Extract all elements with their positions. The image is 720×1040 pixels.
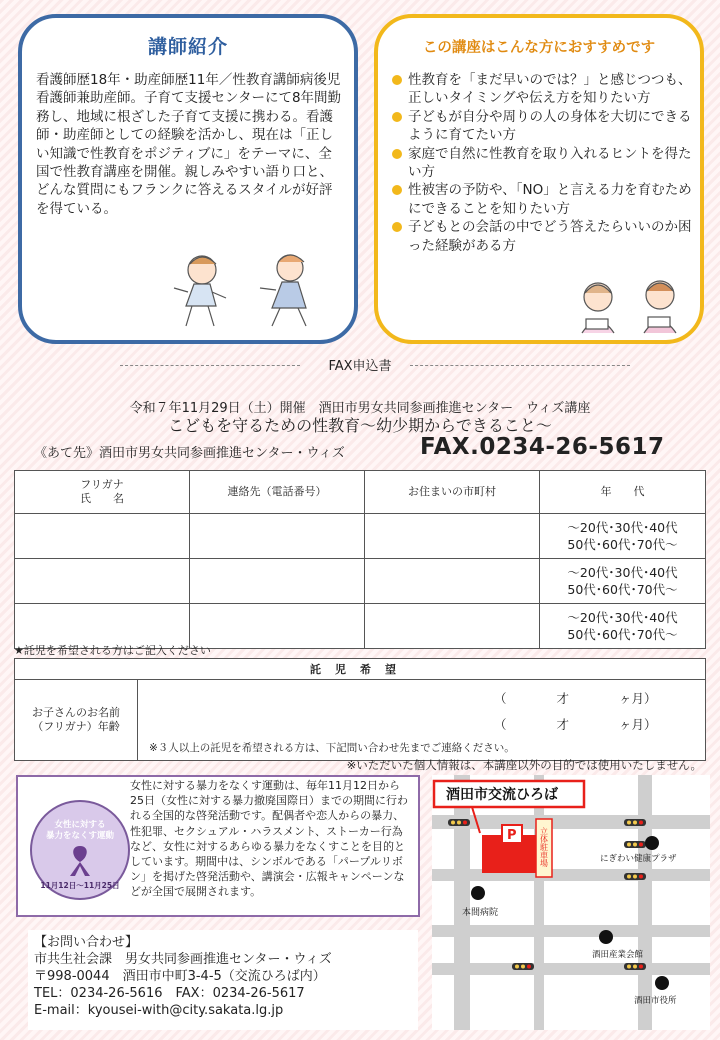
- age-choice[interactable]: ～20代･30代･40代 50代･60代･70代～: [540, 514, 706, 559]
- landmark-marker: [655, 976, 669, 990]
- landmark-marker: [471, 886, 485, 900]
- name-field[interactable]: [15, 514, 190, 559]
- table-row: [15, 514, 706, 559]
- child-entry-field[interactable]: [138, 680, 706, 761]
- ribbon-logo-text: 暴力をなくす運動: [45, 831, 114, 841]
- instructor-title: 講師紹介: [147, 36, 228, 58]
- childcare-heading: 託児希望: [15, 659, 706, 680]
- phone-field[interactable]: [190, 604, 365, 649]
- column-header-name: フリガナ 氏 名: [15, 471, 190, 514]
- event-date-line: 令和７年11月29日（土）開催 酒田市男女共同参画推進センター ウィズ講座: [129, 401, 591, 416]
- landmark-marker: [645, 836, 659, 850]
- city-field[interactable]: [365, 559, 540, 604]
- contact-email: E-mail：kyousei-with@city.sakata.lg.jp: [34, 1003, 284, 1018]
- fax-recipient: 《あて先》酒田市男女共同参画推進センター・ウィズ: [34, 446, 345, 461]
- purple-ribbon-icon: [66, 842, 94, 878]
- children-running-illustration: [172, 248, 352, 336]
- contact-org: 市共生社会課 男女共同参画推進センター・ウィズ: [34, 952, 332, 967]
- ribbon-logo-text: 女性に対する: [54, 820, 106, 830]
- childcare-table: [14, 658, 706, 761]
- name-field[interactable]: [15, 559, 190, 604]
- instructor-text: 看護師歴18年・助産師歴11年／性教育講師病後児看護師兼助産師。子育て支援センターにて8年間勤務し、地域に根ざした子育て支援に携わる。看護師・助産師としての経験を活かし、現在は「正しい知識で性教育をポジティブに」をテーマに、全国で性教育講座を開催。親しみやすい語り口と、どんな質問にもフランクに答えるスタイルが好評を得ている。: [36, 72, 342, 217]
- city-field[interactable]: [365, 604, 540, 649]
- street-map: [432, 775, 710, 1030]
- fax-form-heading: FAX申込書: [328, 359, 392, 374]
- list-item: 子どもとの会話の中でどう答えたらいいのか困った経験がある方: [392, 218, 692, 255]
- purple-ribbon-logo: [30, 800, 130, 900]
- contact-heading: 【お問い合わせ】: [34, 935, 139, 950]
- fax-number: FAX.0234-26-5617: [420, 434, 665, 460]
- childcare-note: ★託児を希望される方はご記入ください: [14, 644, 211, 657]
- column-header-city: お住まいの市町村: [365, 471, 540, 514]
- landmark-label: 本間病院: [462, 908, 499, 918]
- landmark-label: 酒田市役所: [634, 996, 677, 1006]
- parking-label: 立体駐車場: [539, 827, 549, 867]
- landmark-marker: [599, 930, 613, 944]
- landmark-label: にぎわい健康プラザ: [600, 854, 677, 864]
- venue-label: 酒田市交流ひろば: [446, 787, 558, 803]
- column-header-phone: 連絡先（電話番号）: [190, 471, 365, 514]
- list-item: 性教育を「まだ早いのでは？」と感じつつも、正しいタイミングや伝え方を知りたい方: [392, 71, 692, 108]
- child-age-format: （ 才 ヶ月）: [494, 691, 657, 706]
- table-header-row: [15, 471, 706, 514]
- city-field[interactable]: [365, 514, 540, 559]
- age-choice[interactable]: ～20代･30代･40代 50代･60代･70代～: [540, 559, 706, 604]
- contact-tel-fax: TEL：0234-26-5616 FAX：0234-26-5617: [34, 986, 305, 1001]
- application-table: [14, 470, 706, 649]
- column-header-age: 年 代: [540, 471, 706, 514]
- recommend-box: [374, 14, 704, 344]
- instructor-box: [18, 14, 358, 344]
- phone-field[interactable]: [190, 514, 365, 559]
- access-map: [432, 775, 710, 1030]
- contact-box: [28, 930, 418, 1030]
- list-item: 性被害の予防や、「NO」と言える力を育むためにできることを知りたい方: [392, 181, 692, 218]
- age-choice[interactable]: ～20代･30代･40代 50代･60代･70代～: [540, 604, 706, 649]
- recommend-title: この講座はこんな方におすすめです: [422, 40, 656, 56]
- child-age-format: （ 才 ヶ月）: [494, 717, 657, 732]
- phone-field[interactable]: [190, 559, 365, 604]
- child-name-label: お子さんのお名前 （フリガナ）年齢: [15, 680, 138, 761]
- childcare-limit-note: ※３人以上の託児を希望される方は、下記問い合わせ先までご連絡ください。: [149, 742, 515, 754]
- privacy-note: ※いただいた個人情報は、本講座以外の目的では使用いたしません。: [346, 758, 702, 772]
- parking-mark: P: [507, 828, 517, 843]
- table-row: [15, 559, 706, 604]
- event-title: こどもを守るための性教育～幼少期からできること～: [168, 416, 552, 435]
- contact-address: 〒998-0044 酒田市中町3-4-5（交流ひろば内）: [34, 969, 326, 984]
- landmark-label: 酒田産業会館: [592, 950, 644, 960]
- ribbon-campaign-dates: 11月12日～11月25日: [40, 881, 120, 890]
- ribbon-description: 女性に対する暴力をなくす運動は、毎年11月12日から25日（女性に対する暴力撤廃国際日）までの期間に行われる全国的な啓発活動です。配偶者や恋人からの暴力、性犯罪、セクシュアル・ハラスメント、ストーカー行為など、女性に対するあらゆる暴力をなくすことを目的としています。期間中は、シンボルである「パープルリボン」を掲げた啓発活動や、講演会・広報キャンペーンなどが全国で展開されます。: [130, 779, 408, 899]
- children-reading-illustration: [568, 273, 698, 343]
- list-item: 子どもが自分や周りの人の身体を大切にできるように育てたい方: [392, 108, 692, 145]
- recommend-list: [392, 71, 692, 255]
- list-item: 家庭で自然に性教育を取り入れるヒントを得たい方: [392, 145, 692, 182]
